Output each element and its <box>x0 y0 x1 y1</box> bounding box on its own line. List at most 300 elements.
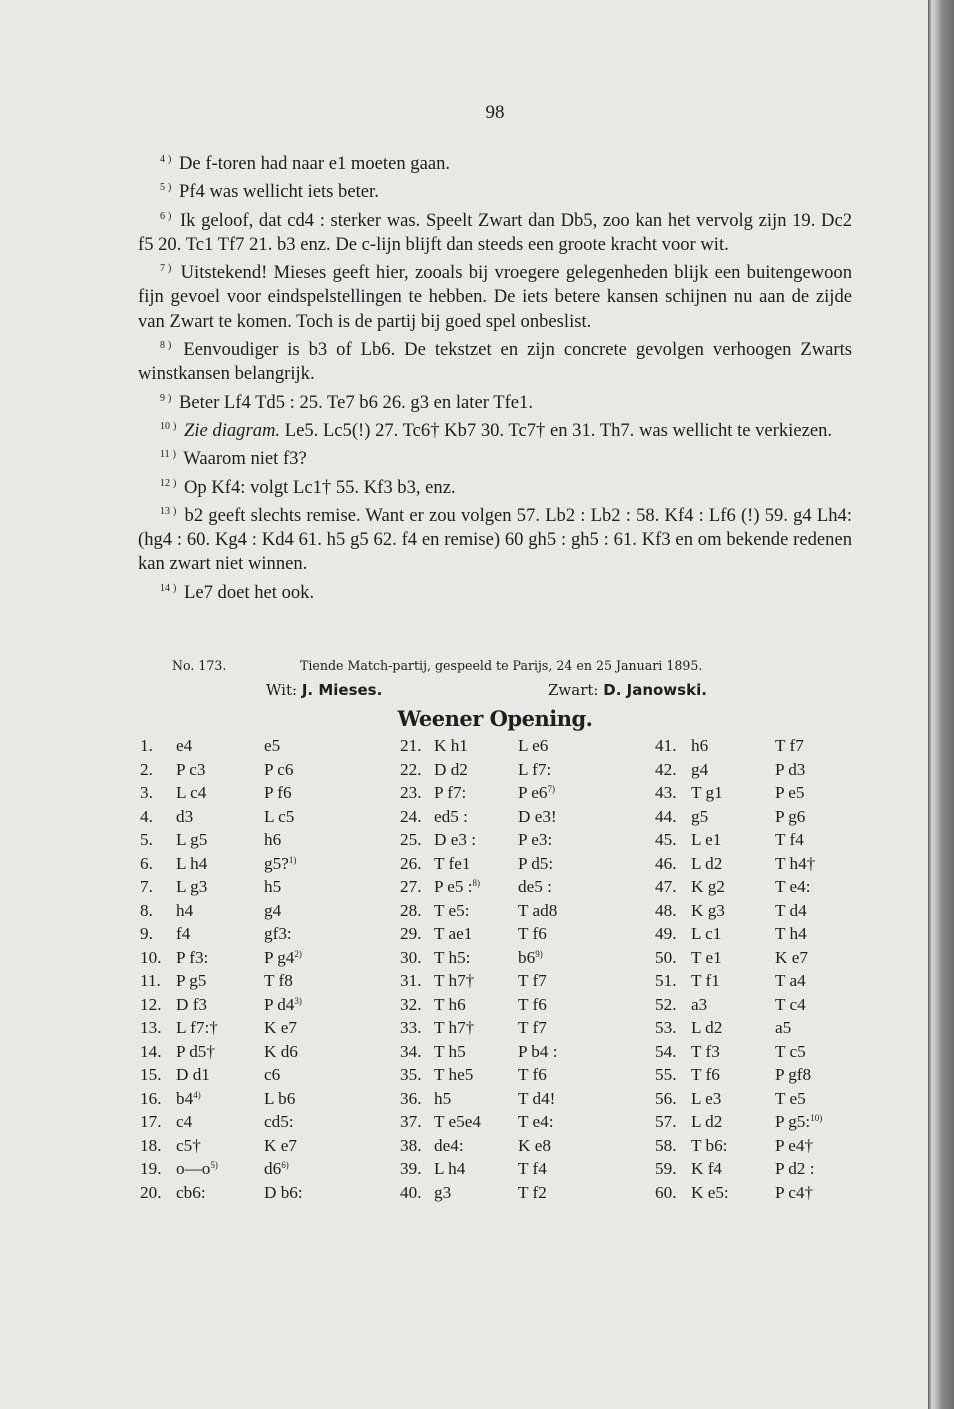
white-move <box>176 1159 218 1179</box>
black-move-text: T a4 <box>775 971 806 990</box>
black-move <box>264 760 293 780</box>
move-number <box>400 877 421 897</box>
black-move <box>775 830 804 850</box>
footnote: $^{12}$ ) Op Kf4: volgt Lc1† 55. Kf3 b3, enz. <box>160 476 456 498</box>
black-move <box>518 736 548 756</box>
white-move-text: c5† <box>176 1135 201 1155</box>
move-number <box>400 1136 421 1156</box>
move-row <box>140 1159 400 1183</box>
black-move-text: P c6 <box>264 759 294 779</box>
white-move <box>691 924 721 944</box>
move-number <box>655 1065 676 1085</box>
move-row <box>140 830 400 854</box>
move-number <box>655 760 676 780</box>
footnote-text: Uitstekend! Mieses geeft hier, zooals bij vroegere gelegenheden blijk een buitengewoon fijn gevoel voor eindspelstellingen te hebben. De iets betere kansen schijnen nu aan de zijde van Zwart te komen. Toch is de partij bij goed spel onbeslist. <box>138 262 852 332</box>
page-number: 98 <box>485 102 505 123</box>
white-move-text: h4 <box>176 900 194 920</box>
white-move <box>176 1136 201 1156</box>
move-row <box>655 995 915 1019</box>
move-number-text: 14. <box>140 1041 162 1061</box>
move-number <box>655 971 676 991</box>
black-move-text: T f6 <box>518 1065 547 1084</box>
white-move <box>176 1112 192 1132</box>
footnote: $^6$ ) Ik geloof, dat cd4 : sterker was. Speelt Zwart dan Db5, zoo kan het vervolg zijn 19. Dc2 f5 20. Tc1 Tf7 21. b3 enz. De c-lijn blijft dan steeds een groote kracht voor wit. <box>138 209 852 255</box>
white-player <box>266 681 382 699</box>
move-number <box>400 1159 421 1179</box>
move-number-text: 12. <box>140 994 162 1014</box>
white-move <box>691 783 723 803</box>
note-reference-number: 9 <box>535 948 540 959</box>
black-move-text: T c4 <box>775 994 806 1014</box>
move-number-text: 33. <box>400 1018 422 1037</box>
white-move <box>176 1065 210 1085</box>
move-number-text: 53. <box>655 1018 677 1037</box>
white-move-text: e4 <box>176 736 193 755</box>
white-move-text: D e3 : <box>434 830 477 849</box>
move-number <box>140 1159 161 1179</box>
move-row <box>140 854 400 878</box>
move-number-text: 57. <box>655 1112 677 1131</box>
footnote: $^{14}$ ) Le7 doet het ook. <box>160 581 315 603</box>
white-move <box>176 901 193 921</box>
white-move-text: L d2 <box>691 853 723 873</box>
footnote: $^7$ ) Uitstekend! Mieses geeft hier, zooals bij vroegere gelegenheden blijk een buitengewoon fijn gevoel voor eindspelstellingen te hebben. De iets betere kansen schijnen nu aan de zijde van Zwart te komen. Toch is de partij bij goed spel onbeslist. <box>138 262 852 332</box>
white-move <box>691 995 707 1015</box>
move-number <box>140 1065 161 1085</box>
move-row <box>400 1136 660 1160</box>
white-move-text: T e5e4 <box>434 1112 481 1131</box>
move-number-text: 46. <box>655 853 677 873</box>
white-move <box>434 971 474 991</box>
white-move-text: L d2 <box>691 1018 723 1037</box>
black-move-text: d6 <box>264 1159 282 1178</box>
black-move-text: L c5 <box>264 806 295 826</box>
move-number-text: 28. <box>400 900 422 920</box>
white-move <box>176 1042 215 1062</box>
footnote: $^{10}$ ) Zie diagram. Le5. Lc5(!) 27. Tc6† Kb7 30. Tc7† en 31. Th7. was wellicht te verkiezen. <box>160 419 833 441</box>
black-move-text: h6 <box>264 830 282 849</box>
move-number <box>655 736 676 756</box>
black-move-text: T f7 <box>518 971 547 990</box>
black-move-text: P d5: <box>518 853 554 873</box>
black-move <box>264 830 281 850</box>
move-number-text: 58. <box>655 1135 677 1155</box>
move-number <box>140 854 153 874</box>
white-move-text: L d2 <box>691 1112 723 1131</box>
white-move-text: T f3 <box>691 1041 720 1061</box>
page-edge <box>928 0 954 1409</box>
black-move <box>518 971 547 991</box>
black-move-text: g4 <box>264 900 282 920</box>
white-move-text: d3 <box>176 806 194 826</box>
black-move <box>518 1089 555 1109</box>
move-row <box>655 1112 915 1136</box>
black-move-text: P d3 <box>775 759 806 779</box>
black-move <box>264 783 292 803</box>
black-move <box>518 1065 547 1085</box>
note-reference: 9) <box>535 948 543 959</box>
footnote: $^9$ ) Beter Lf4 Td5 : 25. Te7 b6 26. g3 en later Tfe1. <box>160 391 533 413</box>
white-move <box>176 948 208 968</box>
black-move-text: K e7 <box>775 947 808 967</box>
move-number-text: 17. <box>140 1112 162 1131</box>
move-number <box>400 948 421 968</box>
black-move <box>775 736 804 756</box>
move-number-text: 8. <box>140 900 153 920</box>
white-move <box>434 995 466 1015</box>
move-number <box>140 901 153 921</box>
move-number-text: 35. <box>400 1065 422 1084</box>
move-number-text: 47. <box>655 877 677 896</box>
black-player <box>548 681 707 699</box>
white-move-text: T f1 <box>691 971 720 990</box>
move-number-text: 30. <box>400 947 422 967</box>
black-move-text: T h4 <box>775 924 807 943</box>
white-move-text: L e3 <box>691 1088 722 1108</box>
move-number-text: 16. <box>140 1088 162 1108</box>
black-move <box>775 1183 813 1203</box>
black-move <box>518 1042 557 1062</box>
white-move-text: L c1 <box>691 924 722 943</box>
white-move <box>691 1136 727 1156</box>
white-move <box>176 736 192 756</box>
move-number-text: 49. <box>655 924 677 943</box>
note-reference: 10) <box>810 1113 823 1123</box>
black-move <box>775 1089 806 1109</box>
white-move <box>176 830 207 850</box>
black-move-text: D e3! <box>518 806 557 826</box>
black-move-text: L b6 <box>264 1088 296 1108</box>
black-move-text: P g4 <box>264 947 295 967</box>
move-number <box>400 1183 421 1203</box>
move-row <box>400 995 660 1019</box>
move-row <box>655 1018 915 1042</box>
white-move-text: L h4 <box>176 853 208 873</box>
move-number <box>655 1089 676 1109</box>
white-move-text: T h5: <box>434 947 471 967</box>
black-move <box>264 854 296 874</box>
move-number <box>400 901 421 921</box>
note-reference: 4) <box>193 1089 201 1100</box>
black-move-text: e5 <box>264 736 281 755</box>
move-column <box>140 736 400 1206</box>
white-move <box>434 736 468 756</box>
move-row <box>400 830 660 854</box>
move-row <box>140 760 400 784</box>
black-move <box>775 1136 813 1156</box>
white-move-text: P c3 <box>176 759 206 779</box>
black-move-text: P gf8 <box>775 1065 812 1084</box>
move-number-text: 3. <box>140 783 153 802</box>
footnote-text: Eenvoudiger is b3 of Lb6. De tekstzet en zijn concrete gevolgen verhoogen Zwarts winstkansen belangrijk. <box>138 339 853 385</box>
move-number-text: 59. <box>655 1159 677 1178</box>
white-move-text: P f3: <box>176 947 209 967</box>
black-move <box>518 1183 547 1203</box>
black-move-text: K e8 <box>518 1135 551 1155</box>
footnote: $^5$ ) Pf4 was wellicht iets beter. <box>160 181 379 203</box>
black-move-text: P e3: <box>518 830 553 849</box>
black-move-text: P f6 <box>264 783 292 802</box>
note-reference: 8) <box>472 878 481 888</box>
move-number <box>655 1042 676 1062</box>
white-move-text: T ae1 <box>434 924 473 943</box>
footnote: $^{11}$ ) Waarom niet f3? <box>160 448 307 470</box>
move-row <box>655 948 915 972</box>
black-move <box>264 877 281 897</box>
move-number-text: 60. <box>655 1182 677 1202</box>
black-move <box>264 971 293 991</box>
footnotes <box>138 148 852 605</box>
move-row <box>140 971 400 995</box>
black-move <box>518 760 551 780</box>
move-number-text: 15. <box>140 1065 162 1084</box>
move-number <box>655 1018 676 1038</box>
move-row <box>140 1018 400 1042</box>
black-move-text: b6 <box>518 947 536 967</box>
white-move <box>691 1089 721 1109</box>
white-move <box>176 783 206 803</box>
note-reference: 2) <box>294 948 302 959</box>
move-number <box>140 807 153 827</box>
black-move-text: T ad8 <box>518 900 558 920</box>
move-number-text: 45. <box>655 830 677 849</box>
white-move-text: T e5: <box>434 900 470 920</box>
note-reference-number: 7 <box>547 784 552 794</box>
move-number-text: 23. <box>400 783 422 802</box>
move-row <box>400 760 660 784</box>
white-move <box>434 948 470 968</box>
black-move <box>775 1159 814 1179</box>
white-move-text: T b6: <box>691 1135 728 1155</box>
white-move <box>176 924 190 944</box>
black-move <box>518 1112 553 1132</box>
note-reference-number: 10 <box>810 1113 820 1123</box>
white-move-text: T e1 <box>691 947 722 967</box>
white-move <box>434 783 466 803</box>
white-move <box>691 736 708 756</box>
move-row <box>400 736 660 760</box>
move-row <box>140 1183 400 1207</box>
white-move-text: T h7† <box>434 971 475 990</box>
move-number-text: 2. <box>140 759 153 779</box>
white-move-text: a3 <box>691 994 708 1014</box>
white-move-text: P d5† <box>176 1041 215 1061</box>
footnote-number: 13 <box>160 505 170 517</box>
black-move-text: T e4: <box>775 877 811 896</box>
white-move <box>691 830 721 850</box>
white-move-text: h5 <box>434 1088 452 1108</box>
white-move-text: cb6: <box>176 1182 206 1202</box>
move-row <box>140 783 400 807</box>
move-number <box>400 1112 421 1132</box>
move-row <box>140 736 400 760</box>
move-number <box>140 1136 161 1156</box>
black-move <box>775 760 805 780</box>
move-row <box>400 1112 660 1136</box>
black-move-text: L e6 <box>518 736 549 755</box>
white-move <box>434 1183 451 1203</box>
move-number <box>140 1183 161 1203</box>
white-move <box>434 924 472 944</box>
move-number <box>400 971 421 991</box>
move-number-text: 7. <box>140 877 153 896</box>
black-move-text: c6 <box>264 1065 281 1084</box>
white-move-text: T f6 <box>691 1065 720 1084</box>
black-move <box>518 924 547 944</box>
move-row <box>140 807 400 831</box>
move-row <box>655 924 915 948</box>
black-move-text: D b6: <box>264 1182 303 1202</box>
black-move-text: h5 <box>264 877 282 896</box>
black-move <box>775 807 805 827</box>
black-move <box>518 830 552 850</box>
game-number: No. 173. <box>172 658 227 673</box>
white-move-text: T fe1 <box>434 853 471 873</box>
move-row <box>655 760 915 784</box>
move-number <box>400 760 421 780</box>
white-move-text: P e5 : <box>434 877 473 896</box>
white-move <box>434 830 476 850</box>
black-move <box>518 783 555 803</box>
black-move-text: P e5 <box>775 783 805 802</box>
move-number-text: 44. <box>655 806 677 826</box>
white-move-text: D d2 <box>434 759 468 779</box>
white-move-text: K e5: <box>691 1182 729 1202</box>
black-move-text: K e7 <box>264 1135 297 1155</box>
white-move-text: b4 <box>176 1088 194 1108</box>
move-number <box>140 1018 161 1038</box>
white-move-text: P g5 <box>176 971 207 990</box>
move-number-text: 22. <box>400 759 422 779</box>
move-number <box>140 830 153 850</box>
note-reference: 7) <box>547 784 555 794</box>
move-row <box>400 807 660 831</box>
black-move-text: T f8 <box>264 971 293 990</box>
white-move-text: de4: <box>434 1135 464 1155</box>
move-row <box>400 1018 660 1042</box>
black-move-text: L f7: <box>518 759 552 779</box>
move-number <box>655 948 676 968</box>
black-move <box>264 1042 298 1062</box>
move-column <box>655 736 915 1206</box>
white-move <box>176 760 205 780</box>
move-number-text: 25. <box>400 830 422 849</box>
move-number <box>655 1136 676 1156</box>
move-number-text: 27. <box>400 877 422 896</box>
black-move-text: T f6 <box>518 924 547 943</box>
black-move-text: P e4† <box>775 1135 814 1155</box>
black-move <box>264 1159 289 1179</box>
move-row <box>400 1042 660 1066</box>
move-row <box>655 971 915 995</box>
black-move <box>264 1065 280 1085</box>
move-row <box>655 783 915 807</box>
white-move-text: T h7† <box>434 1018 475 1037</box>
black-player-name: D. Janowski. <box>603 681 707 699</box>
white-move-text: P f7: <box>434 783 467 802</box>
move-row <box>400 1089 660 1113</box>
move-number <box>400 783 421 803</box>
black-move-text: T f7 <box>518 1018 547 1037</box>
move-row <box>655 1065 915 1089</box>
move-row <box>400 854 660 878</box>
black-move-text: P b4 : <box>518 1041 558 1061</box>
move-number-text: 34. <box>400 1041 422 1061</box>
white-move-text: T he5 <box>434 1065 474 1084</box>
move-number <box>140 736 153 756</box>
white-move <box>434 1136 464 1156</box>
black-move-text: T d4! <box>518 1088 556 1108</box>
footnote-text: Waarom niet f3? <box>183 448 307 470</box>
white-move <box>691 971 720 991</box>
move-number-text: 52. <box>655 994 677 1014</box>
footnote-number: 4 <box>160 154 165 165</box>
move-row <box>400 783 660 807</box>
white-move <box>691 760 708 780</box>
footnote-text: Le5. Lc5(!) 27. Tc6† Kb7 30. Tc7† en 31. Th7. was wellicht te verkiezen. <box>284 419 833 441</box>
black-move-text: P g6 <box>775 806 806 826</box>
move-number-text: 20. <box>140 1182 162 1202</box>
white-move <box>176 877 207 897</box>
move-row <box>400 1065 660 1089</box>
black-move <box>775 877 810 897</box>
move-row <box>655 901 915 925</box>
black-move <box>775 971 806 991</box>
move-number <box>140 924 153 944</box>
black-move <box>264 901 281 921</box>
black-move <box>775 901 807 921</box>
white-move-text: D d1 <box>176 1065 210 1084</box>
black-move-text: gf3: <box>264 924 292 943</box>
move-number <box>655 1159 676 1179</box>
black-move-text: P d4 <box>264 994 295 1014</box>
black-move <box>775 948 808 968</box>
note-reference: 5) <box>210 1160 218 1170</box>
move-row <box>140 901 400 925</box>
note-reference: 1) <box>288 854 297 865</box>
move-number-text: 36. <box>400 1088 422 1108</box>
white-move-text: T g1 <box>691 783 723 802</box>
black-move <box>264 1136 297 1156</box>
move-number <box>140 948 161 968</box>
move-number-text: 54. <box>655 1041 677 1061</box>
black-move-text: K e7 <box>264 1018 297 1037</box>
black-move-text: T f7 <box>775 736 804 755</box>
move-row <box>655 1159 915 1183</box>
game-title: Tiende Match-partij, gespeeld te Parijs, 24 en 25 Januari 1895. <box>300 658 703 673</box>
move-row <box>655 736 915 760</box>
note-reference-number: 1 <box>288 854 294 865</box>
move-number <box>140 877 153 897</box>
white-move-text: K g3 <box>691 900 725 920</box>
footnote-number: 7 <box>160 263 165 275</box>
move-number-text: 39. <box>400 1159 422 1178</box>
white-move-text: D f3 <box>176 994 208 1014</box>
black-move <box>518 877 552 897</box>
footnote: $^8$ ) Eenvoudiger is b3 of Lb6. De tekstzet en zijn concrete gevolgen verhoogen Zwarts winstkansen belangrijk. <box>138 339 853 385</box>
black-move <box>775 1018 791 1038</box>
note-reference: 3) <box>294 995 302 1006</box>
move-number-text: 38. <box>400 1135 422 1155</box>
white-move <box>434 1159 465 1179</box>
black-move <box>775 783 804 803</box>
move-number-text: 9. <box>140 924 153 943</box>
white-move-text: K g2 <box>691 877 725 896</box>
black-move-text: T d4 <box>775 900 807 920</box>
white-move <box>691 948 722 968</box>
white-move <box>434 807 468 827</box>
white-player-name: J. Mieses. <box>301 681 383 699</box>
